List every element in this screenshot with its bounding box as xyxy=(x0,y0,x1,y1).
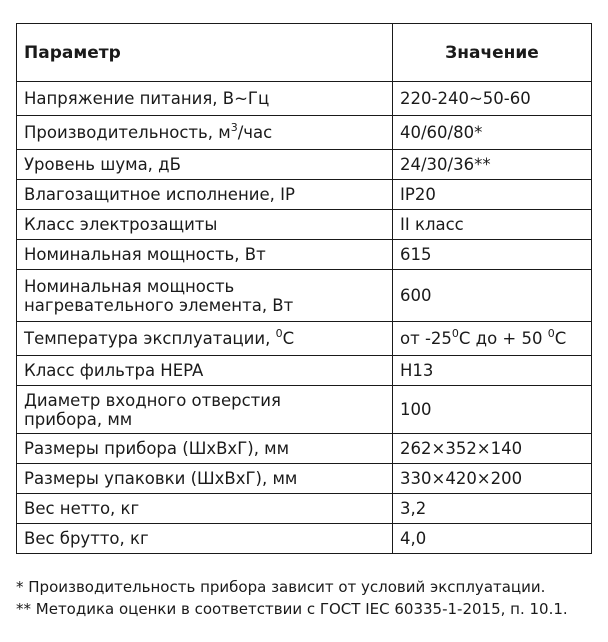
param-cell: Класс фильтра HEPA xyxy=(17,356,393,386)
param-line: Диаметр входного отверстия xyxy=(24,390,281,410)
param-cell xyxy=(17,386,393,434)
table-row xyxy=(17,464,592,494)
specifications-table xyxy=(16,23,592,554)
param-line: нагревательного элемента, Вт xyxy=(24,295,294,315)
value-cell: H13 xyxy=(393,356,592,386)
table-row xyxy=(17,82,592,116)
value-cell: 220-240~50-60 xyxy=(393,82,592,116)
value-cell: 4,0 xyxy=(393,524,592,554)
value-text: от -25 xyxy=(400,329,452,348)
value-cell: II класс xyxy=(393,210,592,240)
param-cell xyxy=(17,116,393,150)
param-cell xyxy=(17,270,393,322)
param-cell: Вес брутто, кг xyxy=(17,524,393,554)
table-header-row xyxy=(17,24,592,82)
table-row xyxy=(17,180,592,210)
column-header-parameter: Параметр xyxy=(17,24,393,82)
superscript: 0 xyxy=(275,326,283,340)
table-row xyxy=(17,322,592,356)
param-cell: Размеры прибора (ШхВхГ), мм xyxy=(17,434,393,464)
superscript: 3 xyxy=(230,120,238,134)
value-cell: 262×352×140 xyxy=(393,434,592,464)
value-text: С xyxy=(554,329,567,348)
value-cell: 100 xyxy=(393,386,592,434)
param-line: Номинальная мощность xyxy=(24,276,235,296)
value-cell: 40/60/80* xyxy=(393,116,592,150)
param-text: /час xyxy=(237,123,273,142)
param-cell: Напряжение питания, В~Гц xyxy=(17,82,393,116)
table-row xyxy=(17,356,592,386)
value-cell: 330×420×200 xyxy=(393,464,592,494)
param-cell xyxy=(17,322,393,356)
value-cell: 3,2 xyxy=(393,494,592,524)
footnotes xyxy=(16,576,601,620)
param-cell: Вес нетто, кг xyxy=(17,494,393,524)
table-row xyxy=(17,494,592,524)
table-row xyxy=(17,434,592,464)
table-row xyxy=(17,386,592,434)
param-line: прибора, мм xyxy=(24,409,133,429)
table-row xyxy=(17,210,592,240)
param-cell: Уровень шума, дБ xyxy=(17,150,393,180)
param-text: С xyxy=(282,329,295,348)
param-text: Производительность, м xyxy=(24,123,231,142)
param-cell: Размеры упаковки (ШхВхГ), мм xyxy=(17,464,393,494)
value-cell xyxy=(393,322,592,356)
param-cell: Влагозащитное исполнение, IP xyxy=(17,180,393,210)
footnote-2: ** Методика оценки в соответствии с ГОСТ IEC 60335-1-2015, п. 10.1. xyxy=(16,600,568,618)
value-text: С до + 50 xyxy=(458,329,548,348)
table-row xyxy=(17,524,592,554)
value-cell: IP20 xyxy=(393,180,592,210)
footnote-1: * Производительность прибора зависит от условий эксплуатации. xyxy=(16,578,546,596)
superscript: 0 xyxy=(451,326,459,340)
value-cell: 615 xyxy=(393,240,592,270)
column-header-value: Значение xyxy=(393,24,592,82)
value-cell: 24/30/36** xyxy=(393,150,592,180)
table-row xyxy=(17,240,592,270)
param-cell: Номинальная мощность, Вт xyxy=(17,240,393,270)
param-cell: Класс электрозащиты xyxy=(17,210,393,240)
value-cell: 600 xyxy=(393,270,592,322)
table-row xyxy=(17,150,592,180)
table-row xyxy=(17,270,592,322)
param-text: Температура эксплуатации, xyxy=(24,329,276,348)
table-row xyxy=(17,116,592,150)
superscript: 0 xyxy=(547,326,555,340)
